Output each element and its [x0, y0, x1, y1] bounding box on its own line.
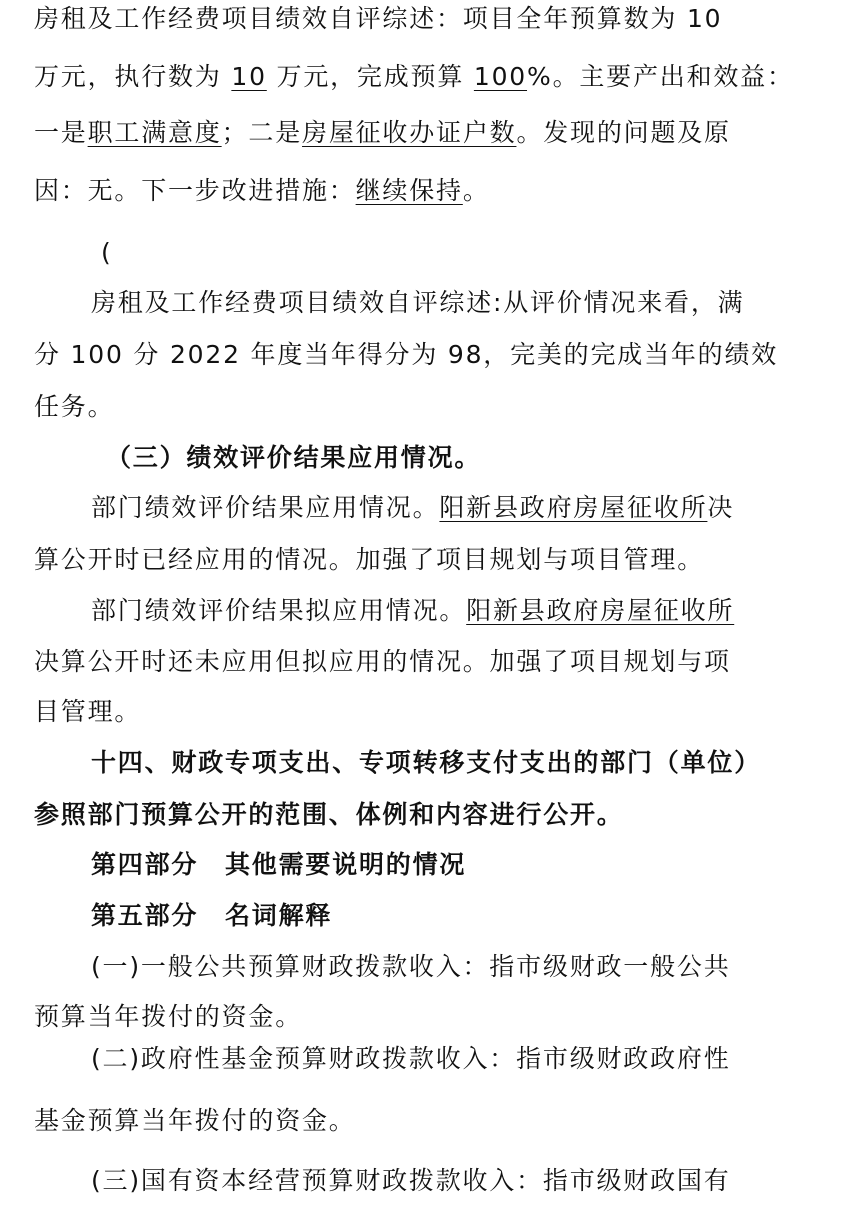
project-review-line-1: [34, 2, 722, 36]
applied-results-line-1: [91, 491, 734, 525]
section-14-heading-line-1: 十四、财政专项支出、专项转移支付支出的部门（单位）: [91, 748, 762, 777]
review-summary-line-3: 任务。: [34, 392, 115, 421]
text-span: 一是: [34, 118, 88, 147]
text-span: 部门绩效评价结果拟应用情况。: [91, 596, 467, 625]
section-heading-3: （三）绩效评价结果应用情况。: [106, 443, 482, 472]
text-span: 房租及工作经费项目绩效自评综述：项目全年预算数为 10: [34, 4, 723, 33]
planned-results-line-2: 决算公开时还未应用但拟应用的情况。加强了项目规划与项: [34, 647, 731, 676]
review-summary-line-1: 房租及工作经费项目绩效自评综述:从评价情况来看，满: [91, 288, 745, 317]
definition-3-line-1: (三)国有资本经营预算财政拨款收入：指市级财政国有: [91, 1166, 731, 1195]
planned-results-line-1: [91, 594, 734, 628]
planned-results-line-3: 目管理。: [34, 697, 142, 726]
improvement-measure: 继续保持: [355, 176, 463, 205]
unit-name: 阳新县政府房屋征收所: [439, 493, 708, 522]
text-span: 部门绩效评价结果应用情况。: [91, 493, 440, 522]
text-span: 决: [707, 493, 735, 522]
review-summary-line-2: 分 100 分 2022 年度当年得分为 98，完美的完成当年的绩效: [34, 340, 779, 369]
definition-1-line-2: 预算当年拨付的资金。: [34, 1002, 303, 1031]
open-parenthesis: (: [101, 238, 113, 267]
output-item-2: 房屋征收办证户数: [302, 118, 517, 147]
definition-2-line-2: 基金预算当年拨付的资金。: [34, 1106, 356, 1135]
output-item-1: 职工满意度: [87, 118, 222, 147]
applied-results-line-2: 算公开时已经应用的情况。加强了项目规划与项目管理。: [34, 545, 705, 574]
project-review-line-3: [34, 116, 731, 150]
text-span: ；二是: [221, 118, 303, 147]
unit-name: 阳新县政府房屋征收所: [466, 596, 735, 625]
project-review-line-4: [34, 174, 490, 208]
definition-1-line-1: (一)一般公共预算财政拨款收入：指市级财政一般公共: [91, 952, 731, 981]
text-span: 万元，完成预算: [276, 62, 465, 91]
executed-amount-value: 10: [231, 62, 267, 91]
part-5-heading: 第五部分 名词解释: [91, 901, 333, 930]
project-review-line-2: [34, 60, 794, 94]
text-span: 。发现的问题及原: [516, 118, 731, 147]
completion-percent-value: 100: [473, 62, 528, 91]
text-span: 因：无。下一步改进措施：: [34, 176, 356, 205]
text-span: 。: [462, 176, 490, 205]
section-14-heading-line-2: 参照部门预算公开的范围、体例和内容进行公开。: [34, 800, 624, 829]
text-span: %。主要产出和效益：: [527, 62, 794, 91]
definition-2-line-1: (二)政府性基金预算财政拨款收入：指市级财政政府性: [91, 1044, 731, 1073]
part-4-heading: 第四部分 其他需要说明的情况: [91, 850, 467, 879]
text-span: 万元，执行数为: [34, 62, 222, 91]
